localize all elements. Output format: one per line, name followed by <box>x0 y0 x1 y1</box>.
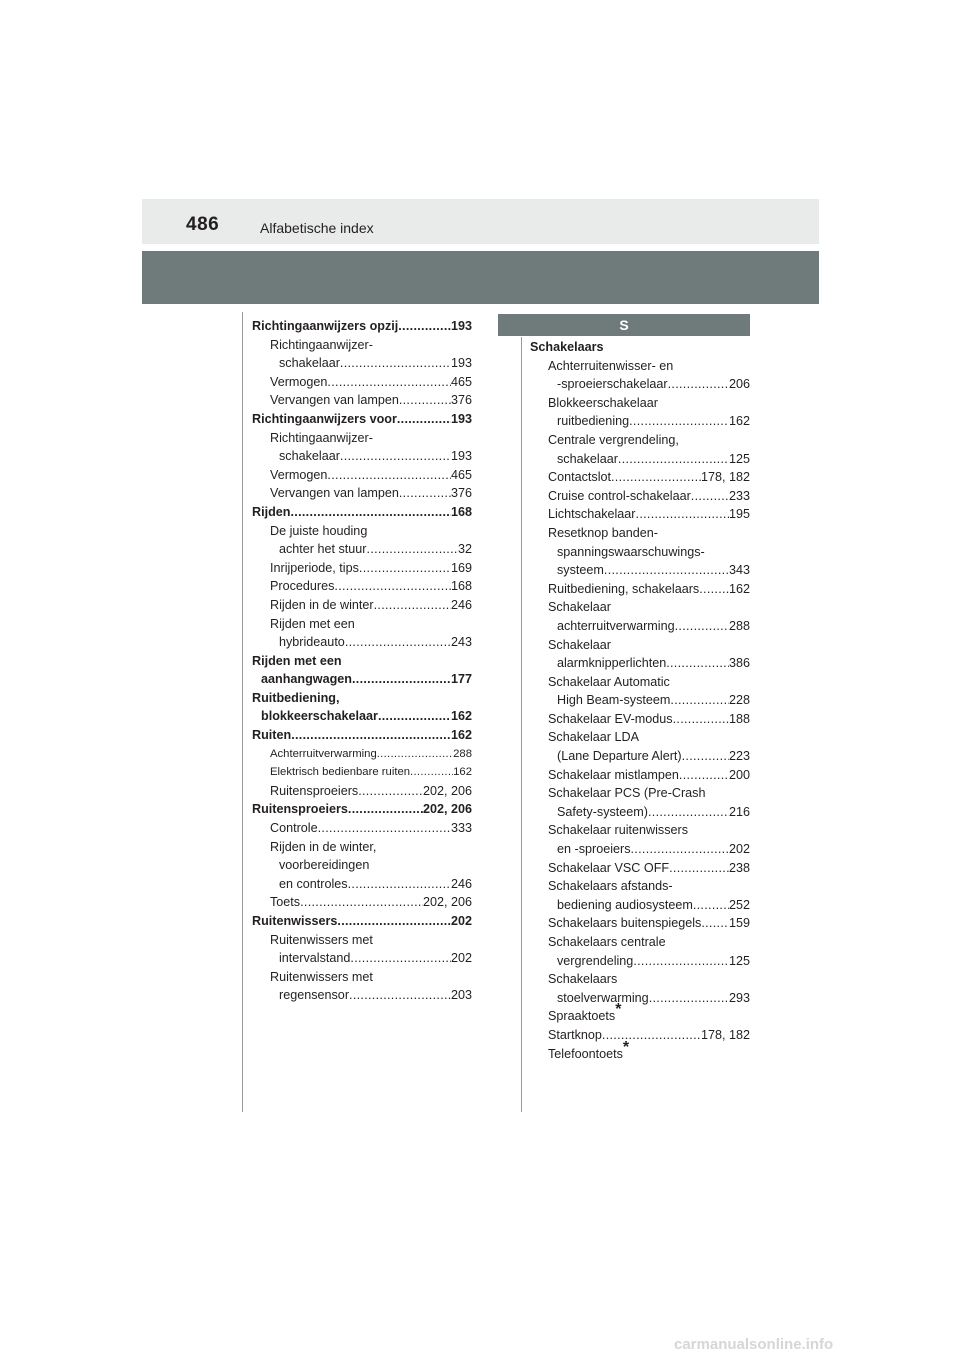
index-entry <box>530 840 750 859</box>
index-entry-term: Telefoontoets <box>548 1046 623 1061</box>
index-entry-page: 202, 206 <box>422 783 472 798</box>
index-entry <box>530 580 750 599</box>
index-entry-term: Rijden <box>252 504 291 519</box>
dot-leader <box>675 617 729 636</box>
dot-leader <box>410 763 453 782</box>
dot-leader <box>397 410 451 429</box>
index-entry <box>530 636 750 655</box>
index-entry-page: 168 <box>450 579 472 594</box>
index-entry-page: 168 <box>450 504 472 519</box>
index-entry <box>252 466 472 485</box>
index-entry-term: -sproeierschakelaar <box>557 377 668 392</box>
index-entry-term: schakelaar <box>279 356 340 371</box>
index-entry <box>252 670 472 689</box>
index-entry <box>530 617 750 636</box>
index-entry-page: 203 <box>450 988 472 1003</box>
index-entry-term: Vermogen <box>270 467 328 482</box>
index-entry-page: 177 <box>450 672 472 687</box>
index-entry-term: Toets <box>270 895 301 910</box>
gray-banner <box>142 251 819 304</box>
index-entry <box>252 391 472 410</box>
index-entry <box>252 949 472 968</box>
index-entry-term: en -sproeiers <box>557 842 631 857</box>
index-entry-term: Schakelaar PCS (Pre-Crash <box>548 786 706 801</box>
index-entry-term: Spraaktoets <box>548 1009 616 1024</box>
index-entry-term: hybrideauto <box>279 635 345 650</box>
index-entry-term: Inrijperiode, tips <box>270 560 359 575</box>
index-entry-page: 216 <box>728 804 750 819</box>
index-entry-page: 202 <box>450 951 472 966</box>
index-entry-page: 162 <box>450 728 472 743</box>
index-entry-term: aanhangwagen <box>261 672 352 687</box>
index-entry-page: 228 <box>728 693 750 708</box>
index-entry-page: 162 <box>728 581 750 596</box>
dot-leader <box>399 484 451 503</box>
dot-leader <box>648 803 729 822</box>
index-entry-term: Ruitenwissers met <box>270 969 373 984</box>
index-entry-term: achter het stuur <box>279 542 367 557</box>
dot-leader <box>359 559 451 578</box>
index-entry <box>252 577 472 596</box>
index-entry-page: 202 <box>728 842 750 857</box>
index-entry <box>252 968 472 987</box>
index-entry-term: Blokkeerschakelaar <box>548 395 658 410</box>
dot-leader <box>327 466 451 485</box>
dot-leader <box>352 670 451 689</box>
dot-leader <box>367 540 458 559</box>
index-entry-page: 193 <box>450 449 472 464</box>
index-entry <box>530 877 750 896</box>
index-entry <box>252 745 472 764</box>
index-entry-term: Ruitenwissers <box>252 914 338 928</box>
index-entry-term: schakelaar <box>557 451 618 466</box>
index-entry <box>530 412 750 431</box>
index-entry <box>252 522 472 541</box>
index-entry <box>252 615 472 634</box>
index-entry-page: 293 <box>728 990 750 1005</box>
index-entry-page: 343 <box>728 563 750 578</box>
dot-leader <box>618 450 729 469</box>
index-entry-term: alarmknipperlichten <box>557 656 667 671</box>
index-entry <box>252 875 472 894</box>
index-entry <box>530 896 750 915</box>
index-entry-page: 195 <box>728 507 750 522</box>
index-entry-term: Rijden in de winter <box>270 597 374 612</box>
index-entry <box>530 989 750 1008</box>
index-entry-term: achterruitverwarming <box>557 618 675 633</box>
dot-leader <box>631 840 729 859</box>
index-entry-term: Ruitensproeiers <box>252 802 348 817</box>
index-entry-term: en controles <box>279 876 348 891</box>
index-entry <box>252 856 472 875</box>
index-entry-term: Controle <box>270 821 318 836</box>
dot-leader <box>673 710 729 729</box>
index-entry-page: 386 <box>728 656 750 671</box>
index-entry-page: 159 <box>728 916 750 931</box>
index-entry-term: bediening audiosysteem <box>557 897 693 912</box>
index-entry <box>530 505 750 524</box>
index-entry <box>530 728 750 747</box>
index-entry <box>530 654 750 673</box>
left-column-rule <box>242 312 243 1112</box>
index-entry-term: De juiste houding <box>270 523 368 538</box>
index-entry-term: regensensor <box>279 988 350 1003</box>
dot-leader <box>291 726 451 745</box>
dot-leader <box>378 707 451 726</box>
index-entry-page: 169 <box>450 560 472 575</box>
index-entry-page: 178, 182 <box>700 1027 750 1042</box>
dot-leader <box>691 487 729 506</box>
index-entry <box>530 952 750 971</box>
index-entry-term: Startknop <box>548 1027 602 1042</box>
dot-leader <box>334 577 451 596</box>
index-entry-page: 200 <box>728 767 750 782</box>
dot-leader <box>611 468 701 487</box>
index-entry-term: blokkeerschakelaar <box>261 709 378 724</box>
dot-leader <box>699 580 729 599</box>
dot-leader <box>358 782 423 801</box>
index-entry-term: Schakelaar EV-modus <box>548 711 673 726</box>
index-entry <box>530 784 750 803</box>
dot-leader <box>668 375 729 394</box>
index-entry-term: Ruitensproeiers <box>270 783 359 798</box>
index-entry-term: Schakelaars <box>530 340 604 354</box>
index-entry <box>530 357 750 376</box>
index-entry <box>252 726 472 745</box>
index-entry <box>530 598 750 617</box>
index-entry-page: 125 <box>728 451 750 466</box>
index-entry-page: 465 <box>450 467 472 482</box>
index-entry-term: Centrale vergrendeling, <box>548 432 679 447</box>
index-entry <box>530 375 750 394</box>
index-entry <box>530 710 750 729</box>
dot-leader <box>398 317 451 336</box>
dot-leader <box>602 1026 701 1045</box>
index-entry <box>252 763 472 782</box>
index-entry-term: Safety-systeem) <box>557 804 648 819</box>
index-entry <box>252 707 472 726</box>
dot-leader <box>377 745 453 764</box>
dot-leader <box>340 354 451 373</box>
index-entry <box>530 821 750 840</box>
index-entry <box>252 893 472 912</box>
index-entry-page: 162 <box>453 766 472 779</box>
index-entry <box>530 431 750 450</box>
index-entry-page: 288 <box>453 747 472 760</box>
index-entry-term: Schakelaar <box>548 637 612 652</box>
dot-leader <box>679 766 729 785</box>
index-entry-term: Resetknop banden- <box>548 525 658 540</box>
index-entry-term: High Beam-systeem <box>557 693 671 708</box>
index-entry <box>252 800 472 819</box>
index-entry <box>530 970 750 989</box>
index-entry-page: 238 <box>728 860 750 875</box>
index-entry-page: 206 <box>728 377 750 392</box>
index-entry <box>252 336 472 355</box>
header-band <box>142 199 819 244</box>
index-entry-term: Richtingaanwijzer- <box>270 430 373 445</box>
index-entry-page: 252 <box>728 897 750 912</box>
index-entry-term: voorbereidingen <box>279 858 370 873</box>
index-entry-page: 243 <box>450 635 472 650</box>
dot-leader <box>682 747 729 766</box>
index-entry-term: Procedures <box>270 579 335 594</box>
index-entry-term: Schakelaars afstands- <box>548 879 673 894</box>
index-entry-term: Schakelaar mistlampen <box>548 767 679 782</box>
dot-leader <box>327 373 451 392</box>
index-entry <box>252 912 472 931</box>
dot-leader <box>374 596 451 615</box>
index-entry-page: 246 <box>450 597 472 612</box>
index-entry <box>530 747 750 766</box>
dot-leader <box>290 503 451 522</box>
index-entry-page: 465 <box>450 374 472 389</box>
index-entry-term: Rijden met een <box>252 653 342 668</box>
index-entry-term: Schakelaars <box>548 972 618 987</box>
index-entry <box>530 859 750 878</box>
index-entry-term: systeem <box>557 563 604 578</box>
index-entry <box>530 1038 750 1064</box>
index-entry <box>530 524 750 543</box>
index-entry-term: Achterruitenwisser- en <box>548 358 674 373</box>
index-entry-page: 246 <box>450 876 472 891</box>
index-entry-page: 178, 182 <box>700 470 750 485</box>
index-entry-term: Rijden met een <box>270 616 355 631</box>
section-title: Alfabetische index <box>260 220 374 236</box>
index-entry <box>252 986 472 1005</box>
index-entry-page: 288 <box>728 618 750 633</box>
index-entry-term: Schakelaar <box>548 600 612 615</box>
index-entry-term: Ruitbediening, schakelaars <box>548 581 700 596</box>
index-entry <box>252 931 472 950</box>
index-entry-term: schakelaar <box>279 449 340 464</box>
index-entry-term: (Lane Departure Alert) <box>557 749 682 764</box>
index-entry-term: Contactslot <box>548 470 611 485</box>
index-entry <box>530 468 750 487</box>
dot-leader <box>337 912 451 931</box>
index-entry-page: 376 <box>450 393 472 408</box>
index-entry-term: Vervangen van lampen <box>270 393 399 408</box>
dot-leader <box>345 633 451 652</box>
index-entry <box>530 691 750 710</box>
index-entry <box>252 410 472 429</box>
index-entry <box>530 933 750 952</box>
index-entry-page: 193 <box>450 356 472 371</box>
index-entry-term: Schakelaar LDA <box>548 730 640 745</box>
index-column-right <box>530 338 750 1063</box>
dot-leader <box>701 914 729 933</box>
index-entry-page: 193 <box>450 411 472 426</box>
dot-leader <box>670 691 729 710</box>
index-entry-term: intervalstand <box>279 951 351 966</box>
index-entry <box>252 689 472 708</box>
dot-leader <box>348 800 423 819</box>
index-entry <box>530 450 750 469</box>
index-entry-term: Schakelaar ruitenwissers <box>548 823 688 838</box>
index-column-left <box>252 317 472 1005</box>
dot-leader <box>633 952 729 971</box>
index-entry <box>530 1001 750 1026</box>
index-entry-page: 193 <box>450 319 472 333</box>
index-entry <box>252 317 472 336</box>
dot-leader <box>300 893 423 912</box>
dot-leader <box>629 412 729 431</box>
index-entry <box>252 354 472 373</box>
index-entry <box>252 540 472 559</box>
right-column-rule <box>521 337 522 1112</box>
index-entry-term: spanningswaarschuwings- <box>557 544 705 559</box>
index-entry <box>252 652 472 671</box>
index-entry <box>530 914 750 933</box>
index-entry-term: Vermogen <box>270 374 328 389</box>
index-entry-term: Schakelaars buitenspiegels <box>548 916 702 931</box>
index-entry <box>252 782 472 801</box>
dot-leader <box>350 949 451 968</box>
dot-leader <box>340 447 451 466</box>
index-entry <box>530 803 750 822</box>
index-entry-term: stoelverwarming <box>557 990 649 1005</box>
index-entry-page: 202, 206 <box>422 895 472 910</box>
dot-leader <box>349 986 451 1005</box>
index-entry <box>530 543 750 562</box>
index-entry <box>252 559 472 578</box>
dot-leader <box>604 561 729 580</box>
dot-leader <box>318 819 451 838</box>
asterisk-marker: * <box>615 1001 622 1019</box>
index-entry <box>530 766 750 785</box>
index-entry <box>252 596 472 615</box>
index-entry-term: Richtingaanwijzers opzij <box>252 319 399 333</box>
index-entry-term: Ruiten <box>252 728 292 743</box>
dot-leader <box>693 896 729 915</box>
index-entry-page: 125 <box>728 953 750 968</box>
index-entry <box>530 1026 750 1045</box>
dot-leader <box>669 859 729 878</box>
index-entry-page: 162 <box>728 414 750 429</box>
index-entry <box>252 373 472 392</box>
index-entry-term: Schakelaar Automatic <box>548 674 670 689</box>
index-entry-page: 202 <box>450 914 472 928</box>
index-entry-term: Cruise control-schakelaar <box>548 488 691 503</box>
index-entry-page: 32 <box>457 542 472 557</box>
index-entry <box>252 447 472 466</box>
index-entry <box>252 429 472 448</box>
index-entry-term: Schakelaars centrale <box>548 935 666 949</box>
index-entry-page: 162 <box>450 709 472 724</box>
index-entry-term: Richtingaanwijzers voor <box>252 411 397 426</box>
dot-leader <box>666 654 729 673</box>
index-entry <box>530 338 750 357</box>
index-entry <box>530 487 750 506</box>
letter-header-s: S <box>498 314 750 336</box>
dot-leader <box>636 505 729 524</box>
dot-leader <box>348 875 451 894</box>
index-entry-term: Vervangen van lampen <box>270 486 399 501</box>
asterisk-marker: * <box>622 1038 630 1056</box>
index-entry-page: 202, 206 <box>422 802 472 817</box>
index-entry <box>252 633 472 652</box>
index-entry-page: 188 <box>728 711 750 726</box>
index-entry <box>252 484 472 503</box>
index-entry-page: 333 <box>450 821 472 836</box>
index-entry <box>252 503 472 522</box>
index-entry <box>530 394 750 413</box>
index-entry-page: 376 <box>450 486 472 501</box>
index-entry-term: Ruitbediening, <box>252 690 340 705</box>
index-entry-term: Rijden in de winter, <box>270 839 377 854</box>
index-entry-term: Lichtschakelaar <box>548 507 636 522</box>
index-entry-term: Schakelaar VSC OFF <box>548 860 670 875</box>
index-entry-term: Elektrisch bedienbare ruiten <box>270 766 411 779</box>
index-entry <box>252 838 472 857</box>
index-entry-page: 223 <box>728 749 750 764</box>
index-entry <box>530 561 750 580</box>
index-entry-term: Ruitenwissers met <box>270 932 373 947</box>
dot-leader <box>649 989 729 1008</box>
index-entry <box>252 819 472 838</box>
index-entry-term: ruitbediening <box>557 414 630 429</box>
index-entry-term: vergrendeling <box>557 953 634 968</box>
dot-leader <box>399 391 451 410</box>
index-entry-term: Richtingaanwijzer- <box>270 337 373 352</box>
watermark: carmanualsonline.info <box>674 1336 834 1353</box>
index-entry-page: 233 <box>728 488 750 503</box>
index-entry-term: Achterruitverwarming <box>270 747 377 760</box>
page-number: 486 <box>186 214 220 235</box>
index-entry <box>530 673 750 692</box>
